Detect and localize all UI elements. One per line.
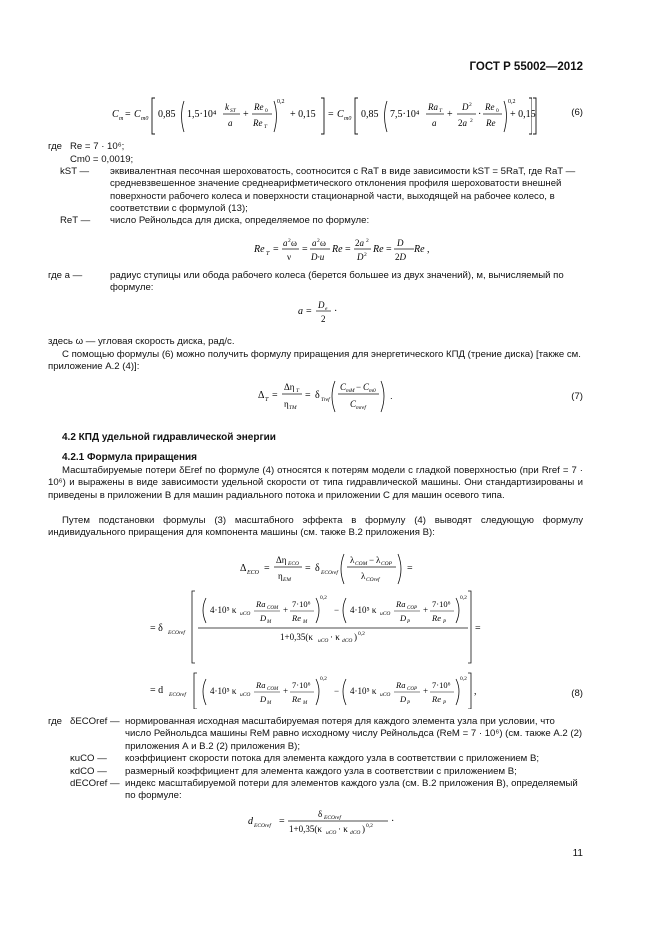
svg-text:Re: Re	[485, 102, 495, 112]
svg-text:Ra: Ra	[256, 680, 266, 690]
svg-text:=: =	[272, 390, 278, 401]
svg-text:0,85: 0,85	[361, 109, 379, 120]
svg-text:ν: ν	[287, 252, 292, 262]
svg-text:ECOref: ECOref	[321, 570, 338, 576]
svg-text:m0: m0	[369, 388, 376, 394]
svg-text:2: 2	[317, 238, 320, 244]
svg-text:1,5·10⁴: 1,5·10⁴	[187, 109, 217, 120]
svg-text:0,2: 0,2	[320, 676, 327, 682]
svg-text:ECOref: ECOref	[254, 823, 271, 829]
svg-text:=: =	[475, 623, 481, 634]
kappa-uco-description: коэффициент скорости потока для элемента каждого узла в соответствии с приложением В;	[125, 753, 540, 764]
svg-text:COM: COM	[267, 687, 279, 692]
svg-text:λ: λ	[361, 571, 366, 581]
svg-text:Re: Re	[254, 102, 264, 112]
svg-text:η: η	[284, 399, 289, 409]
svg-text:Ra: Ra	[256, 599, 266, 609]
formula-ret	[254, 233, 414, 265]
svg-text:ECOref: ECOref	[324, 815, 341, 821]
decoref-description: нормированная исходная масштабируемая потеря для каждого элемента узла при условии, что число Рейнольдса машины ReM равно исходному числу Рейнольдса (ReM = 7 · 10⁶) (см. также А.2 (2) приложения А и В.2 (2) приложения В);	[125, 716, 583, 752]
svg-text:T: T	[264, 124, 268, 130]
svg-text:ECOref: ECOref	[168, 630, 185, 636]
svg-text:T: T	[266, 251, 270, 257]
svg-text:=: =	[279, 816, 285, 827]
svg-text:2: 2	[366, 238, 369, 244]
svg-text:· κ: · κ	[330, 632, 340, 642]
document-page: ГОСТ Р 55002—2012 C m = C m0 0,85 1,5·10⁴ k ST a + Re 0 Re T 0,2 + 0,15 = C m0 0,85 7,5·10⁴ Ra T a + D 2 2a 2 · Re 0 Re 0,2 + 0,15 (6) где Re = 7 · 10⁶; Cm0 = 0,0019; kST — эквивалентная песочная шероховатость, соотносится с RaT в виде зависимости kST = 5RaT, где RaT — средневзвешенное значение среднеарифметического отклонения профиля шероховатости внешней поверхности рабочего колеса и поверхности стационарной части, выходящей на рабочее колесо, в соответствии с формулой (13); ReT — число Рейнольдса для диска, определяемое по формуле: Re T = a 2 ω ν = a 2 ω D·u Re = 2a 2 D 2 Re = D 2D Re , где a — радиус ступицы или обода рабочего колеса (берется большее из двух значений), м, вычисляемый по формуле: a = D e 2 · здесь ω — угловая скорость диска, рад/с. С помощью формулы (6) можно получить формулу приращения для энергетического КПД (трение диска) [также см. приложение А.2 (4)]: Δ T = Δη T η TM = δ Tref C mM − C m0 C mref . (7) 4.2 КПД удельной гидравлической энергии 4.2.1 Формула приращения Масштабируемые потери δEref по формуле (4) относятся к потерям модели с гладкой поверхностью (при Rref = 7 · 10⁶) и выражены в виде зависимости удельной скорости от типа гидравлической машины. Они стандартизированы и приведены в приложении В для машин радиального потока и приложении С для машин осевого типа. Путем подстановки формулы (3) масштабного эффекта в формулу (4) выводят следующую формулу индивидуального приращения для компонента машины (см. также В.2 приложения В): Δ ECO = Δη ECO η EM = δ ECOref λ COM − λ COP λ COref = = δ ECOref 4·10⁵ κ uCO Ra COM D M + 7·10⁶ Re M 0,2 − 4·10⁵ κ uCO Ra COP D P + 7·10⁶ Re P 0,2 1+0,35(κ uCO · κ dCO ) 0,2 = = d ECOref 4·10⁵ κ uCO Ra COM D M + 7·10⁶ Re M 0,2 − 4·10⁵ κ uCO Ra COP D P + 7·10⁶ Re P 0,2 , (8) где δECOref — нормированная исходная масштабируемая потеря для каждого элемента узла при условии, что число Рейнольдса машины ReM равно исходному числу Рейнольдса (ReM = 7 · 10⁶) (см. также А.2 (2) приложения А и В.2 (2) приложения В); κuCO — коэффициент скорости потока для элемента каждого узла в соответствии с приложением В; κdCO — размерный коэффициент для элемента каждого узла в соответствии с приложением В; dECOref — индекс масштабируемой потери для элементов каждого узла (см. В.2 приложения В), определяемый по формуле: d ECOref = δ ECOref 1+0,35(κ uCO · κ dCO ) 0,2 · 11	[48, 61, 583, 859]
formula-decoref	[248, 806, 398, 836]
svg-text:= δ: = δ	[150, 623, 163, 634]
svg-text:2: 2	[470, 118, 473, 124]
svg-text:+: +	[283, 605, 289, 615]
svg-text:COM: COM	[355, 561, 368, 567]
svg-text:uCO: uCO	[240, 611, 251, 617]
svg-text:dCO: dCO	[342, 638, 353, 644]
svg-text:0,2: 0,2	[366, 823, 373, 829]
svg-text:0,2: 0,2	[508, 99, 516, 105]
decoref-index-term: dECOref —	[70, 778, 120, 789]
standard-number: ГОСТ Р 55002—2012	[469, 61, 583, 73]
svg-text:T: T	[296, 388, 300, 394]
formula-a	[298, 296, 348, 326]
svg-text:=: =	[273, 244, 279, 255]
page-number: 11	[572, 848, 583, 859]
svg-text:7·10⁶: 7·10⁶	[432, 599, 451, 609]
svg-text:a: a	[312, 238, 317, 248]
svg-text:): )	[354, 632, 357, 642]
formula-ret-tail	[414, 233, 444, 265]
svg-text:4·10⁵ κ: 4·10⁵ κ	[350, 605, 377, 615]
svg-text:=: =	[125, 109, 131, 120]
svg-text:Re: Re	[432, 613, 441, 623]
svg-text:1+0,35(κ: 1+0,35(κ	[280, 632, 313, 642]
svg-text:0,2: 0,2	[277, 99, 285, 105]
svg-text:2a: 2a	[458, 118, 467, 128]
svg-text:Re: Re	[432, 694, 441, 704]
svg-text:COref: COref	[366, 577, 380, 583]
svg-text:uCO: uCO	[240, 692, 251, 698]
svg-text:+: +	[243, 109, 249, 120]
cm0-definition: Cm0 = 0,0019;	[70, 154, 134, 165]
svg-text:Re: Re	[332, 244, 343, 255]
svg-text:C: C	[350, 399, 357, 409]
svg-text:M: M	[267, 620, 272, 625]
svg-text:TM: TM	[289, 405, 297, 411]
svg-text:·: ·	[334, 306, 338, 317]
section-4-2-1-heading: 4.2.1 Формула приращения	[62, 452, 198, 463]
svg-text:COM: COM	[267, 606, 279, 611]
svg-text:Re: Re	[373, 244, 384, 255]
svg-text:−: −	[369, 555, 375, 565]
svg-text:Ra: Ra	[428, 102, 438, 112]
svg-text:D: D	[318, 300, 325, 310]
equation-number-6: (6)	[571, 107, 583, 118]
svg-text:7,5·10⁴: 7,5·10⁴	[390, 109, 420, 120]
where-label-1: где	[48, 141, 63, 152]
kappa-dco-description: размерный коэффициент для элемента каждого узла в соответствии с приложением В;	[125, 766, 517, 777]
svg-text:P: P	[407, 620, 411, 625]
svg-text:·: ·	[391, 816, 395, 827]
svg-text:Ra: Ra	[396, 680, 406, 690]
svg-text:λ: λ	[376, 555, 381, 565]
svg-text:P: P	[443, 620, 447, 625]
svg-text:ω: ω	[291, 238, 297, 248]
svg-text:=: =	[305, 563, 311, 574]
svg-text:−: −	[334, 686, 340, 696]
kst-description: эквивалентная песочная шероховатость, соотносится с RaT в виде зависимости kST = 5RaT, где RaT — средневзвешенное значение среднеарифметического отклонения профиля шероховатости внешней поверхности рабочего колеса и поверхности стационарной части, выходящей на рабочее колесо, в соответствии с формулой (13);	[110, 166, 576, 215]
svg-text:7·10⁶: 7·10⁶	[292, 680, 311, 690]
kappa-dco-term: κdCO —	[70, 766, 107, 777]
svg-text:0: 0	[265, 108, 268, 114]
svg-text:M: M	[303, 620, 308, 625]
svg-text:C: C	[340, 382, 347, 392]
svg-text:=: =	[345, 244, 351, 255]
svg-text:+: +	[283, 686, 289, 696]
svg-text:= d: = d	[150, 685, 164, 696]
kappa-uco-term: κuCO —	[70, 753, 107, 764]
omega-note: здесь ω — угловая скорость диска, рад/с.	[48, 336, 235, 347]
svg-text:D·u: D·u	[311, 252, 325, 262]
svg-text:2: 2	[364, 252, 367, 258]
svg-text:Δη: Δη	[276, 555, 287, 565]
svg-text:Δ: Δ	[240, 563, 247, 574]
svg-text:=: =	[386, 244, 392, 255]
svg-text:· κ: · κ	[338, 824, 348, 834]
svg-text:uCO: uCO	[380, 692, 391, 698]
svg-text:a: a	[228, 118, 233, 128]
svg-text:COP: COP	[407, 687, 417, 692]
svg-text:4·10⁵ κ: 4·10⁵ κ	[210, 605, 237, 615]
svg-text:C: C	[363, 382, 370, 392]
svg-text:4·10⁵ κ: 4·10⁵ κ	[350, 686, 377, 696]
svg-text:ST: ST	[230, 108, 236, 114]
svg-text:ω: ω	[320, 238, 326, 248]
paragraph-disk-friction: С помощью формулы (6) можно получить формулу приращения для энергетического КПД (трение диска) [также см. приложение А.2 (4)]:	[48, 349, 581, 373]
svg-text:1+0,35(κ: 1+0,35(κ	[289, 824, 322, 834]
svg-text:+: +	[447, 109, 453, 120]
svg-text:0,85: 0,85	[158, 109, 176, 120]
svg-text:0,2: 0,2	[460, 595, 467, 601]
svg-text:Δη: Δη	[284, 382, 295, 392]
svg-text:0,2: 0,2	[460, 676, 467, 682]
svg-text:D: D	[357, 252, 364, 262]
svg-text:Re: Re	[254, 244, 265, 255]
paragraph-scalable-losses: Масштабируемые потери δEref по формуле (4) относятся к потерям модели с гладкой поверхностью (при Rref = 7 · 10⁶) и выражены в виде зависимости удельной скорости от типа гидравлической машины. Они стандартизированы и приведены в приложении В для машин радиального потока и приложении С для машин осевого типа.	[48, 465, 583, 501]
svg-text:−: −	[356, 382, 362, 392]
where-label-3: где	[48, 716, 63, 727]
equation-number-8: (8)	[571, 688, 583, 699]
svg-text:0,2: 0,2	[358, 631, 365, 637]
svg-text:ECO: ECO	[247, 570, 259, 576]
svg-text:D: D	[397, 238, 404, 248]
svg-text:D: D	[260, 613, 267, 623]
svg-text:a: a	[298, 306, 303, 317]
svg-text:7·10⁶: 7·10⁶	[292, 599, 311, 609]
svg-text:δ: δ	[315, 563, 320, 574]
svg-text:C: C	[337, 109, 344, 120]
svg-text:,: ,	[474, 686, 477, 697]
svg-text:m0: m0	[344, 116, 352, 122]
svg-text:λ: λ	[350, 555, 355, 565]
svg-text:M: M	[267, 701, 272, 706]
svg-text:C: C	[112, 109, 119, 120]
svg-text:T: T	[265, 397, 269, 403]
ret-term: ReT —	[60, 215, 91, 226]
ret-description: число Рейнольдса для диска, определяемое по формуле:	[110, 215, 370, 226]
svg-text:C: C	[134, 109, 141, 120]
svg-text:+: +	[423, 605, 429, 615]
svg-text:uCO: uCO	[380, 611, 391, 617]
svg-text:T: T	[439, 108, 443, 114]
svg-text:·: ·	[478, 109, 482, 120]
svg-text:δ: δ	[315, 390, 320, 401]
kst-term: kST —	[60, 166, 90, 177]
svg-text:Tref: Tref	[321, 397, 330, 403]
svg-text:): )	[362, 824, 365, 834]
svg-text:=: =	[305, 390, 311, 401]
svg-text:P: P	[443, 701, 447, 706]
svg-text:D: D	[260, 694, 267, 704]
svg-text:Re: Re	[486, 118, 496, 128]
a-description: радиус ступицы или обода рабочего колеса (берется большее из двух значений), м, вычисляемый по формуле:	[110, 270, 564, 294]
svg-text:M: M	[303, 701, 308, 706]
svg-text:D: D	[462, 102, 469, 112]
svg-text:=: =	[407, 563, 413, 574]
decoref-term: δECOref —	[70, 716, 120, 727]
svg-text:0,2: 0,2	[320, 595, 327, 601]
svg-text:P: P	[407, 701, 411, 706]
svg-text:mref: mref	[356, 405, 366, 411]
svg-text:uCO: uCO	[326, 830, 337, 836]
svg-text:Re: Re	[292, 694, 301, 704]
svg-text:7·10⁶: 7·10⁶	[432, 680, 451, 690]
svg-text:a: a	[283, 238, 288, 248]
svg-text:=: =	[302, 244, 308, 255]
svg-text:COP: COP	[381, 561, 392, 567]
svg-text:+ 0,15: + 0,15	[290, 109, 316, 120]
formula-8	[150, 551, 530, 709]
svg-text:2: 2	[469, 102, 472, 108]
svg-text:k: k	[225, 102, 229, 112]
formula-6	[112, 92, 532, 138]
svg-text:a: a	[432, 118, 437, 128]
svg-text:Ra: Ra	[396, 599, 406, 609]
re-definition: Re = 7 · 10⁶;	[70, 141, 125, 152]
svg-text:2a: 2a	[355, 238, 364, 248]
svg-text:η: η	[278, 571, 283, 581]
svg-text:m: m	[119, 116, 124, 122]
svg-text:Re: Re	[414, 244, 425, 255]
svg-text:Re: Re	[292, 613, 301, 623]
svg-text:+: +	[423, 686, 429, 696]
svg-text:4·10⁵ κ: 4·10⁵ κ	[210, 686, 237, 696]
svg-text:m0: m0	[141, 116, 149, 122]
svg-text:=: =	[328, 109, 334, 120]
svg-text:e: e	[325, 306, 328, 312]
section-4-2-heading: 4.2 КПД удельной гидравлической энергии	[62, 432, 276, 443]
formula-7	[258, 377, 388, 415]
svg-text:D: D	[400, 613, 407, 623]
equation-number-7: (7)	[571, 391, 583, 402]
svg-text:2: 2	[321, 314, 326, 324]
svg-text:D: D	[400, 694, 407, 704]
svg-text:2D: 2D	[395, 252, 406, 262]
svg-text:ECOref: ECOref	[169, 692, 186, 698]
svg-text:0: 0	[496, 108, 499, 114]
a-term: где a —	[48, 270, 83, 281]
svg-text:Δ: Δ	[258, 390, 265, 401]
svg-text:=: =	[264, 563, 270, 574]
svg-text:mM: mM	[346, 388, 355, 394]
svg-text:d: d	[248, 816, 253, 827]
svg-text:−: −	[334, 605, 340, 615]
svg-text:Re: Re	[253, 118, 263, 128]
svg-text:EM: EM	[283, 577, 291, 583]
svg-text:dCO: dCO	[350, 830, 361, 836]
paragraph-substitution: Путем подстановки формулы (3) масштабного эффекта в формулу (4) выводят следующую формулу индивидуального приращения для компонента машины (см. также В.2 приложения В):	[48, 515, 583, 539]
formula-6-tail	[480, 92, 540, 138]
svg-text:ECO: ECO	[288, 561, 299, 567]
svg-text:2: 2	[288, 238, 291, 244]
decoref-index-description: индекс масштабируемой потери для элементов каждого узла (см. В.2 приложения В), определяемый по формуле:	[125, 778, 578, 802]
svg-text:,: ,	[427, 244, 430, 255]
svg-text:COP: COP	[407, 606, 417, 611]
svg-text:uCO: uCO	[318, 638, 329, 644]
svg-text:=: =	[306, 306, 312, 317]
svg-text:δ: δ	[318, 809, 323, 819]
svg-text:+ 0,15: + 0,15	[510, 109, 536, 120]
